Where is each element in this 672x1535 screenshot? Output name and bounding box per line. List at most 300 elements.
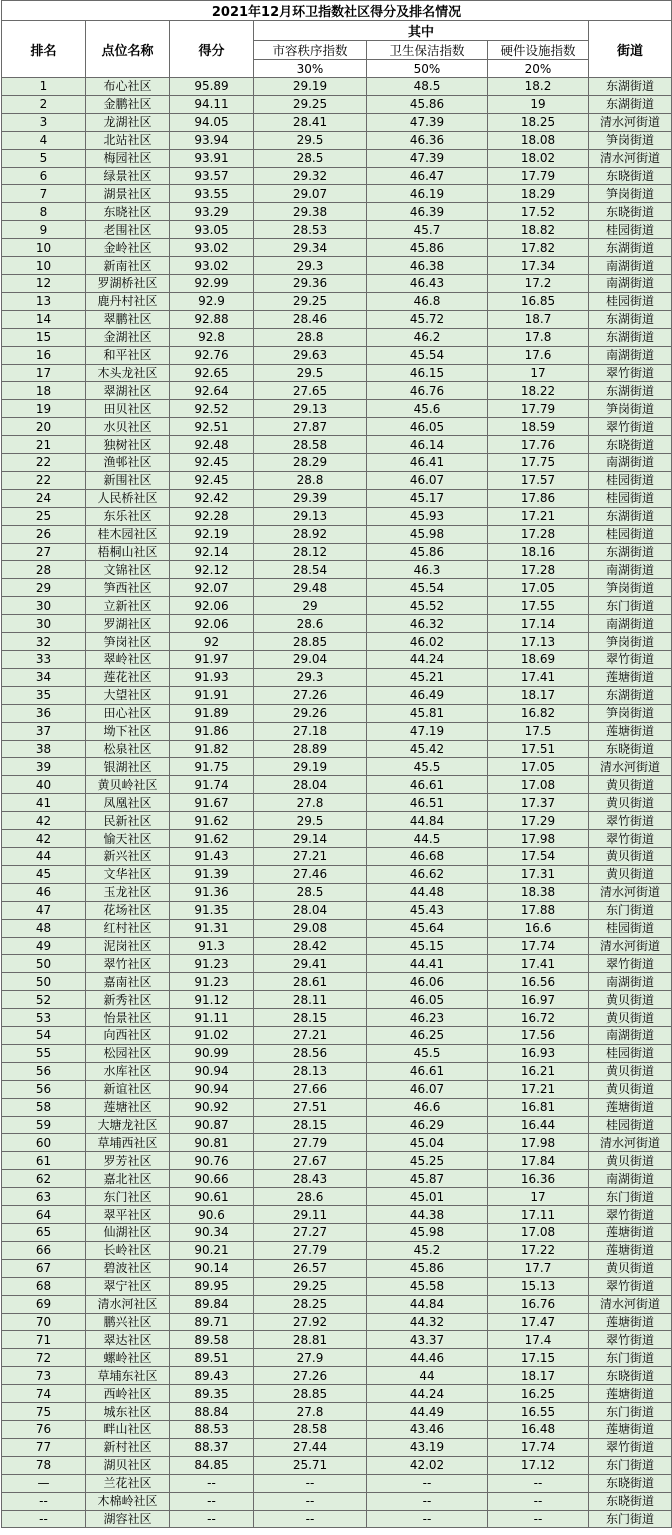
rank-cell: 46 [2,883,86,901]
table-row [2,561,672,579]
score-cell: 89.71 [170,1313,254,1331]
name-cell: 立新社区 [86,597,170,615]
street-cell: 笋岗街道 [589,131,672,149]
table-row [2,328,672,346]
street-cell: 东湖街道 [589,507,672,525]
score-cell: 91.23 [170,973,254,991]
table-row [2,1474,672,1492]
street-cell: 桂园街道 [589,471,672,489]
table-row [2,722,672,740]
cityscape-cell: 27.87 [254,418,367,436]
street-cell: 桂园街道 [589,919,672,937]
table-row [2,704,672,722]
table-row [2,1188,672,1206]
name-cell: 和平社区 [86,346,170,364]
cityscape-cell: 28.81 [254,1331,367,1349]
hygiene-cell: 48.5 [367,78,488,96]
hygiene-cell: 43.46 [367,1420,488,1438]
name-cell: 新南社区 [86,257,170,275]
table-row [2,454,672,472]
table-row [2,1098,672,1116]
table-row [2,543,672,561]
weight-facility: 20% [488,60,589,78]
street-cell: 翠竹街道 [589,955,672,973]
street-cell: 黄贝街道 [589,1152,672,1170]
name-cell: 草埔西社区 [86,1134,170,1152]
hygiene-cell: 46.49 [367,686,488,704]
score-cell: 95.89 [170,78,254,96]
table-row [2,1295,672,1313]
street-cell: 南湖街道 [589,274,672,292]
rank-cell: 3 [2,113,86,131]
street-cell: 翠竹街道 [589,1277,672,1295]
table-row [2,507,672,525]
rank-cell: 32 [2,633,86,651]
street-cell: 清水河街道 [589,149,672,167]
rank-cell: 30 [2,615,86,633]
score-cell: 94.05 [170,113,254,131]
table-row [2,185,672,203]
table-row [2,167,672,185]
table-row [2,1277,672,1295]
facility-cell: 17.12 [488,1456,589,1474]
facility-cell: 17.98 [488,1134,589,1152]
name-cell: 人民桥社区 [86,489,170,507]
street-cell: 清水河街道 [589,1134,672,1152]
table-row [2,1367,672,1385]
name-cell: 红村社区 [86,919,170,937]
cityscape-cell: 27.65 [254,382,367,400]
street-cell: 东晓街道 [589,1492,672,1510]
hygiene-cell: 45.86 [367,1259,488,1277]
hygiene-cell: 45.98 [367,525,488,543]
score-cell: 92.9 [170,292,254,310]
street-cell: 清水河街道 [589,883,672,901]
cityscape-cell: 29.48 [254,579,367,597]
cityscape-cell: 27.79 [254,1241,367,1259]
hygiene-cell: 45.5 [367,758,488,776]
score-cell: 92.19 [170,525,254,543]
rank-cell: 2 [2,95,86,113]
hygiene-cell: 46.8 [367,292,488,310]
facility-cell: 17.4 [488,1331,589,1349]
cityscape-cell: 26.57 [254,1259,367,1277]
score-cell: 89.35 [170,1385,254,1403]
cityscape-cell: 28.58 [254,1420,367,1438]
cityscape-cell: 28.42 [254,937,367,955]
score-cell: 93.57 [170,167,254,185]
rank-cell: 22 [2,454,86,472]
name-cell: 翠达社区 [86,1331,170,1349]
table-row [2,1259,672,1277]
score-cell: 91.36 [170,883,254,901]
rank-cell: 35 [2,686,86,704]
name-cell: 仙湖社区 [86,1224,170,1242]
rank-cell: 73 [2,1367,86,1385]
facility-cell: 17.13 [488,633,589,651]
table-row [2,203,672,221]
rank-cell: 25 [2,507,86,525]
score-cell: 88.84 [170,1403,254,1421]
facility-cell: 17.74 [488,937,589,955]
score-cell: 93.55 [170,185,254,203]
cityscape-cell: 28.41 [254,113,367,131]
hygiene-cell: 45.6 [367,400,488,418]
name-cell: 木棉岭社区 [86,1492,170,1510]
cityscape-cell: 29.38 [254,203,367,221]
rank-cell: 37 [2,722,86,740]
facility-cell: 17.05 [488,758,589,776]
name-cell: 金湖社区 [86,328,170,346]
ranking-table [1,0,672,1528]
cityscape-cell: 27.51 [254,1098,367,1116]
street-cell: 东湖街道 [589,543,672,561]
facility-cell: 17.41 [488,955,589,973]
facility-cell: 17.57 [488,471,589,489]
street-cell: 翠竹街道 [589,651,672,669]
score-cell: 92 [170,633,254,651]
table-row [2,1438,672,1456]
cityscape-cell: 28.04 [254,901,367,919]
hygiene-cell: 46.38 [367,257,488,275]
facility-cell: -- [488,1474,589,1492]
facility-cell: 18.02 [488,149,589,167]
street-cell: 清水河街道 [589,758,672,776]
hygiene-cell: 45.98 [367,1224,488,1242]
name-cell: 金岭社区 [86,239,170,257]
street-cell: 翠竹街道 [589,418,672,436]
street-cell: 东湖街道 [589,78,672,96]
rank-cell: 56 [2,1062,86,1080]
hygiene-cell: 45.7 [367,221,488,239]
name-cell: 笋岗社区 [86,633,170,651]
table-row [2,525,672,543]
rank-cell: 15 [2,328,86,346]
street-cell: 东晓街道 [589,436,672,454]
name-cell: 嘉南社区 [86,973,170,991]
cityscape-cell: 27.9 [254,1349,367,1367]
street-cell: 莲塘街道 [589,1313,672,1331]
rank-cell: 58 [2,1098,86,1116]
street-cell: 南湖街道 [589,454,672,472]
cityscape-cell: 28.15 [254,1009,367,1027]
hygiene-cell: 44.49 [367,1403,488,1421]
hygiene-cell: 44.41 [367,955,488,973]
name-cell: 独树社区 [86,436,170,454]
rank-cell: 53 [2,1009,86,1027]
table-row [2,489,672,507]
facility-cell: 18.16 [488,543,589,561]
cityscape-cell: 28.89 [254,740,367,758]
table-row [2,668,672,686]
table-row [2,973,672,991]
cityscape-cell: 28.43 [254,1170,367,1188]
table-row [2,257,672,275]
rank-cell: 14 [2,310,86,328]
facility-cell: 18.2 [488,78,589,96]
facility-cell: 17 [488,364,589,382]
score-cell: 92.8 [170,328,254,346]
street-cell: 桂园街道 [589,1116,672,1134]
score-cell: 90.14 [170,1259,254,1277]
table-title: 2021年12月环卫指数社区得分及排名情况 [2,1,672,21]
street-cell: 南湖街道 [589,973,672,991]
name-cell: 凤凰社区 [86,794,170,812]
hygiene-cell: 43.19 [367,1438,488,1456]
cityscape-cell: 29.26 [254,704,367,722]
facility-cell: 18.17 [488,1367,589,1385]
street-cell: 翠竹街道 [589,830,672,848]
table-row [2,471,672,489]
table-row [2,597,672,615]
street-cell: 东门街道 [589,597,672,615]
name-cell: 花场社区 [86,901,170,919]
name-cell: 文华社区 [86,865,170,883]
name-cell: 湖景社区 [86,185,170,203]
table-row [2,901,672,919]
street-cell: 南湖街道 [589,257,672,275]
name-cell: 田心社区 [86,704,170,722]
cityscape-cell: 29.34 [254,239,367,257]
cityscape-cell: -- [254,1474,367,1492]
street-cell: 东湖街道 [589,239,672,257]
name-cell: 老围社区 [86,221,170,239]
score-cell: 92.45 [170,471,254,489]
facility-cell: 16.93 [488,1044,589,1062]
facility-cell: 17.7 [488,1259,589,1277]
table-row [2,1080,672,1098]
street-cell: 东湖街道 [589,382,672,400]
hygiene-cell: 44.38 [367,1206,488,1224]
table-row [2,149,672,167]
facility-cell: 15.13 [488,1277,589,1295]
facility-cell: 17.54 [488,847,589,865]
hygiene-cell: 46.14 [367,436,488,454]
rank-cell: 42 [2,812,86,830]
table-row [2,830,672,848]
facility-cell: 17.08 [488,1224,589,1242]
name-cell: 嘉北社区 [86,1170,170,1188]
facility-cell: 17.41 [488,668,589,686]
cityscape-cell: 28.8 [254,328,367,346]
score-cell: 93.02 [170,239,254,257]
name-cell: 兰花社区 [86,1474,170,1492]
table-row [2,436,672,454]
hygiene-cell: 44.24 [367,1385,488,1403]
score-cell: 90.34 [170,1224,254,1242]
street-cell: 黄贝街道 [589,1259,672,1277]
hygiene-cell: 46.07 [367,471,488,489]
hygiene-cell: 45.72 [367,310,488,328]
facility-cell: 17.08 [488,776,589,794]
hygiene-cell: 46.05 [367,991,488,1009]
score-cell: 93.05 [170,221,254,239]
cityscape-cell: 29.63 [254,346,367,364]
facility-cell: 16.97 [488,991,589,1009]
score-cell: 90.94 [170,1062,254,1080]
table-row [2,812,672,830]
name-cell: 松泉社区 [86,740,170,758]
score-cell: 92.06 [170,615,254,633]
street-cell: 黄贝街道 [589,991,672,1009]
rank-cell: 63 [2,1188,86,1206]
facility-cell: 16.25 [488,1385,589,1403]
facility-cell: 16.48 [488,1420,589,1438]
score-cell: 92.14 [170,543,254,561]
cityscape-cell: 28.56 [254,1044,367,1062]
rank-cell: 38 [2,740,86,758]
score-cell: 91.11 [170,1009,254,1027]
cityscape-cell: 29.3 [254,257,367,275]
facility-cell: 17.2 [488,274,589,292]
score-cell: 90.94 [170,1080,254,1098]
score-cell: 93.02 [170,257,254,275]
name-cell: 愉天社区 [86,830,170,848]
street-cell: 东湖街道 [589,686,672,704]
score-cell: 90.99 [170,1044,254,1062]
name-cell: 泥岗社区 [86,937,170,955]
rank-cell: 26 [2,525,86,543]
street-cell: 黄贝街道 [589,1080,672,1098]
cityscape-cell: 29.32 [254,167,367,185]
facility-cell: 17.74 [488,1438,589,1456]
street-cell: 笋岗街道 [589,704,672,722]
hygiene-cell: 45.87 [367,1170,488,1188]
cityscape-cell: 27.21 [254,1027,367,1045]
table-row [2,633,672,651]
table-row [2,1170,672,1188]
facility-cell: 17.86 [488,489,589,507]
street-cell: 东门街道 [589,901,672,919]
cityscape-cell: 29.25 [254,1277,367,1295]
facility-cell: 17.05 [488,579,589,597]
score-cell: 92.48 [170,436,254,454]
table-row [2,131,672,149]
street-cell: 东晓街道 [589,203,672,221]
hygiene-cell: 45.21 [367,668,488,686]
hygiene-cell: 45.81 [367,704,488,722]
cityscape-cell: 29.13 [254,507,367,525]
rank-cell: 34 [2,668,86,686]
table-row [2,1349,672,1367]
street-cell: 桂园街道 [589,1044,672,1062]
facility-cell: 16.56 [488,973,589,991]
score-cell: 92.99 [170,274,254,292]
rank-cell: 50 [2,973,86,991]
street-cell: 莲塘街道 [589,1385,672,1403]
rank-cell: 27 [2,543,86,561]
table-row [2,794,672,812]
table-row [2,1134,672,1152]
table-row [2,883,672,901]
hygiene-cell: 44.32 [367,1313,488,1331]
facility-cell: 17.22 [488,1241,589,1259]
score-cell: 91.86 [170,722,254,740]
cityscape-cell: 28.6 [254,615,367,633]
street-cell: 清水河街道 [589,937,672,955]
hygiene-cell: 44.48 [367,883,488,901]
cityscape-cell: 28.04 [254,776,367,794]
score-cell: -- [170,1492,254,1510]
table-row [2,1403,672,1421]
rank-cell: 72 [2,1349,86,1367]
header-cityscape-index: 市容秩序指数 [254,41,367,60]
cityscape-cell: 27.18 [254,722,367,740]
cityscape-cell: 29.3 [254,668,367,686]
table-row [2,1420,672,1438]
cityscape-cell: -- [254,1510,367,1528]
hygiene-cell: 45.43 [367,901,488,919]
rank-cell: 18 [2,382,86,400]
facility-cell: 17.8 [488,328,589,346]
hygiene-cell: 45.5 [367,1044,488,1062]
hygiene-cell: 46.29 [367,1116,488,1134]
score-cell: 91.91 [170,686,254,704]
facility-cell: 17.98 [488,830,589,848]
street-cell: 东门街道 [589,1403,672,1421]
table-row [2,937,672,955]
rank-cell: 5 [2,149,86,167]
name-cell: 文锦社区 [86,561,170,579]
table-row [2,615,672,633]
hygiene-cell: 46.07 [367,1080,488,1098]
cityscape-cell: 28.54 [254,561,367,579]
rank-cell: 50 [2,955,86,973]
name-cell: 翠竹社区 [86,955,170,973]
table-body [2,78,672,1528]
rank-cell: 64 [2,1206,86,1224]
hygiene-cell: 45.04 [367,1134,488,1152]
score-cell: 91.75 [170,758,254,776]
score-cell: 92.42 [170,489,254,507]
hygiene-cell: 45.42 [367,740,488,758]
score-cell: 91.74 [170,776,254,794]
name-cell: 罗湖桥社区 [86,274,170,292]
hygiene-cell: 45.17 [367,489,488,507]
cityscape-cell: 27.8 [254,1403,367,1421]
score-cell: 93.91 [170,149,254,167]
score-cell: 91.62 [170,812,254,830]
score-cell: 88.37 [170,1438,254,1456]
cityscape-cell: 28.5 [254,149,367,167]
name-cell: 碧波社区 [86,1259,170,1277]
hygiene-cell: 46.23 [367,1009,488,1027]
rank-cell: 71 [2,1331,86,1349]
rank-cell: 70 [2,1313,86,1331]
facility-cell: 17.55 [488,597,589,615]
facility-cell: 16.82 [488,704,589,722]
hygiene-cell: 46.02 [367,633,488,651]
cityscape-cell: 29.5 [254,131,367,149]
facility-cell: 18.38 [488,883,589,901]
name-cell: 田贝社区 [86,400,170,418]
table-row [2,1009,672,1027]
hygiene-cell: 47.19 [367,722,488,740]
hygiene-cell: 44 [367,1367,488,1385]
hygiene-cell: 46.76 [367,382,488,400]
rank-cell: 54 [2,1027,86,1045]
street-cell: 黄贝街道 [589,794,672,812]
street-cell: 东晓街道 [589,1474,672,1492]
hygiene-cell: 46.36 [367,131,488,149]
cityscape-cell: 29.08 [254,919,367,937]
name-cell: 大塘龙社区 [86,1116,170,1134]
table-row [2,400,672,418]
hygiene-cell: 45.54 [367,579,488,597]
table-row [2,382,672,400]
name-cell: 草埔东社区 [86,1367,170,1385]
table-row [2,78,672,96]
